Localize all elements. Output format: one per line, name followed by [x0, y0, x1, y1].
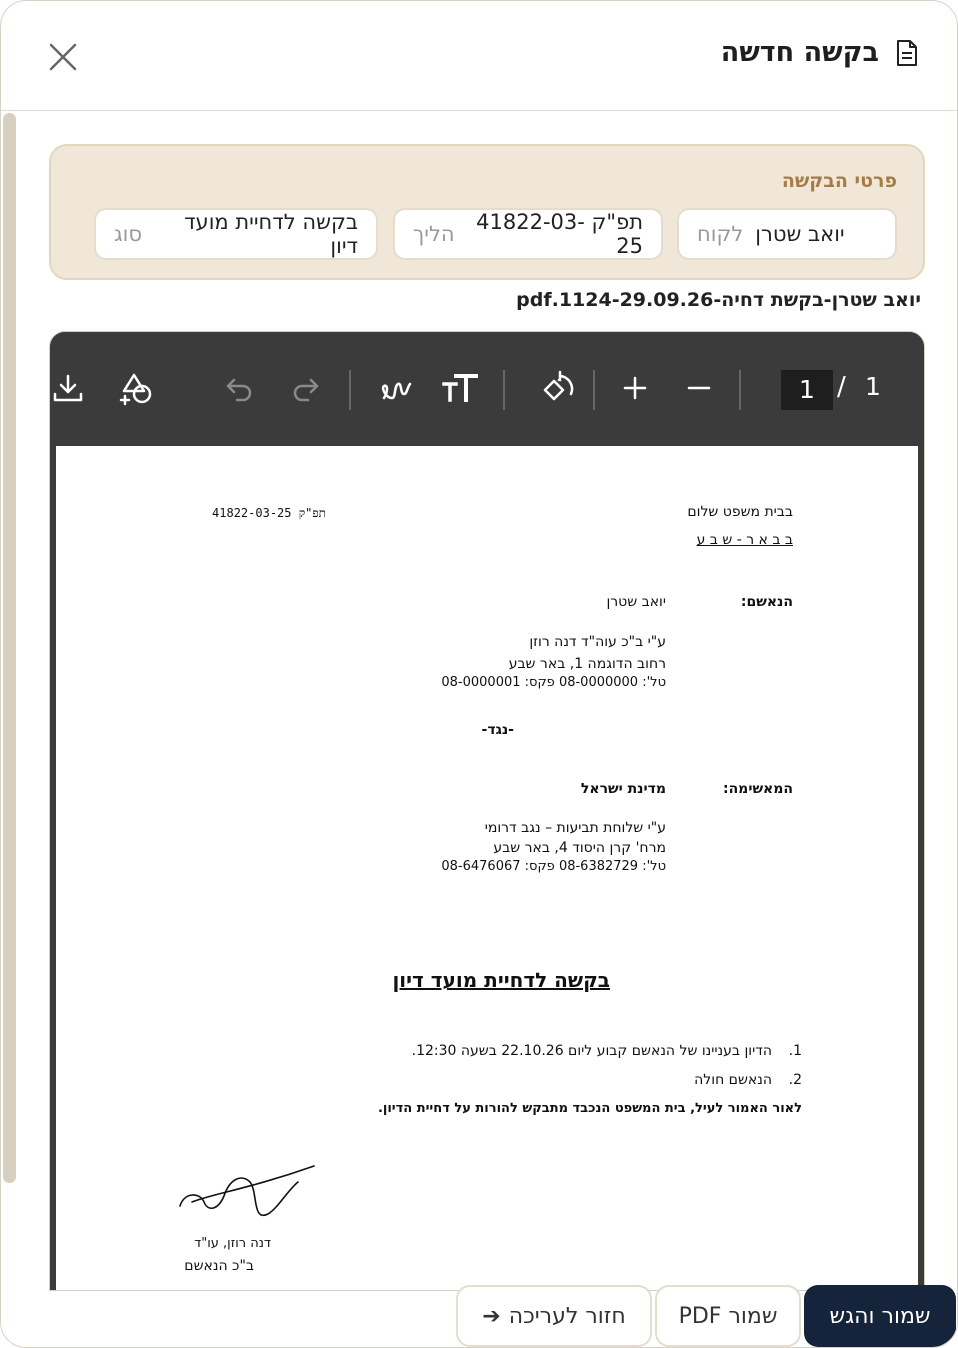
- download-button[interactable]: [50, 370, 86, 406]
- minus-icon: [681, 370, 717, 406]
- signer-name: דנה רוזן, עו"ד: [194, 1236, 271, 1251]
- back-to-edit-button[interactable]: [456, 1285, 652, 1347]
- title-wrap: [721, 37, 919, 68]
- save-and-submit-button[interactable]: שמור והגש: [804, 1285, 956, 1347]
- toolbar-separator: [349, 370, 351, 410]
- accused-address: רחוב הדוגמה 1, באר שבע: [508, 656, 666, 672]
- signer-role: ב"כ הנאשם: [184, 1258, 254, 1274]
- court-name: בבית משפט שלום: [687, 504, 793, 520]
- accused-phone: טל': 08-0000000 פקס: 08-0000001: [441, 675, 666, 690]
- zoom-out-button[interactable]: [681, 370, 717, 406]
- close-icon: [45, 39, 81, 75]
- undo-button[interactable]: [222, 370, 258, 406]
- download-icon: [50, 370, 86, 406]
- client-label: לקוח: [697, 222, 744, 246]
- item-1-number: 1.: [788, 1043, 802, 1059]
- type-value: בקשה לדחיית מועד דיון: [184, 210, 358, 258]
- case-number: תפ"ק 41822-03-25: [212, 506, 326, 520]
- document-heading: בקשה לדחיית מועד דיון: [392, 968, 610, 992]
- back-to-edit-label: חזור לעריכה: [508, 1303, 626, 1329]
- accused-name: יואב שטרן: [606, 594, 666, 610]
- client-value: יואב שטרן: [755, 222, 845, 246]
- request-type-field[interactable]: [94, 208, 378, 260]
- details-title: פרטי הבקשה: [781, 170, 897, 192]
- versus-label: -נגד-: [481, 722, 514, 738]
- dialog-title: בקשה חדשה: [720, 37, 879, 68]
- redo-button[interactable]: [287, 370, 323, 406]
- client-field[interactable]: [677, 208, 897, 260]
- signature-icon: [378, 370, 414, 406]
- add-shape-button[interactable]: [118, 370, 154, 406]
- prosecution-phone: טל': 08-6382729 פקס: 08-6476067: [441, 859, 666, 874]
- page-separator: /: [837, 372, 846, 402]
- prosecution-name: מדינת ישראל: [580, 781, 666, 797]
- rotate-button[interactable]: [542, 370, 578, 406]
- prosecution-representative: ע"י שלוחת תביעות – נגב דרומי: [484, 820, 666, 836]
- total-pages: 1: [865, 372, 881, 401]
- current-page-input[interactable]: 1: [781, 370, 833, 410]
- accused-representative: ע"י ב"כ עוה"ד דנה רוזן: [529, 634, 666, 650]
- arrow-left-icon: ➔: [482, 1303, 501, 1329]
- pdf-filename: יואב שטרן-בקשת דחיה-1124-29.09.26.pdf: [516, 289, 921, 311]
- dialog-header: [1, 1, 958, 111]
- toolbar-separator: [503, 370, 505, 410]
- prosecution-address: מרח' קרן היסוד 4, באר שבע: [493, 840, 666, 856]
- item-1-text: הדיון בעניינו של הנאשם קבוע ליום 22.10.26 בשעה 12:30.: [411, 1043, 772, 1059]
- item-2-number: 2.: [788, 1072, 802, 1088]
- item-2-text: הנאשם חולה: [694, 1072, 772, 1088]
- toolbar-separator: [593, 370, 595, 410]
- type-label: סוג: [114, 222, 143, 246]
- accused-label: הנאשם:: [740, 594, 793, 610]
- plus-icon: [617, 370, 653, 406]
- pdf-toolbar: [50, 332, 925, 444]
- add-text-button[interactable]: [442, 370, 478, 406]
- toolbar-separator: [739, 370, 741, 410]
- conclusion-text: לאור האמור לעיל, בית המשפט הנכבד מתבקש להורות על דחיית הדיון.: [377, 1101, 802, 1116]
- case-value: תפ"ק 41822-03-25: [476, 210, 643, 258]
- shapes-add-icon: [118, 370, 154, 406]
- rotate-icon: [542, 370, 578, 406]
- prosecution-label: המאשימה:: [722, 781, 793, 797]
- case-label: הליך: [413, 222, 455, 246]
- request-details-card: [49, 144, 925, 280]
- redo-icon: [287, 370, 323, 406]
- court-city: ב ב א ר - ש ב ע: [696, 532, 793, 548]
- scrollbar-thumb[interactable]: [3, 113, 16, 1183]
- close-button[interactable]: [45, 39, 81, 75]
- case-field[interactable]: [393, 208, 663, 260]
- text-icon: [442, 370, 478, 406]
- document-icon: [895, 39, 919, 67]
- undo-icon: [222, 370, 258, 406]
- pdf-page: [56, 446, 918, 1291]
- save-pdf-button[interactable]: שמור PDF: [655, 1285, 801, 1347]
- pdf-viewer: [49, 331, 925, 1291]
- zoom-in-button[interactable]: [617, 370, 653, 406]
- signature-image: [178, 1164, 318, 1218]
- draw-signature-button[interactable]: [378, 370, 414, 406]
